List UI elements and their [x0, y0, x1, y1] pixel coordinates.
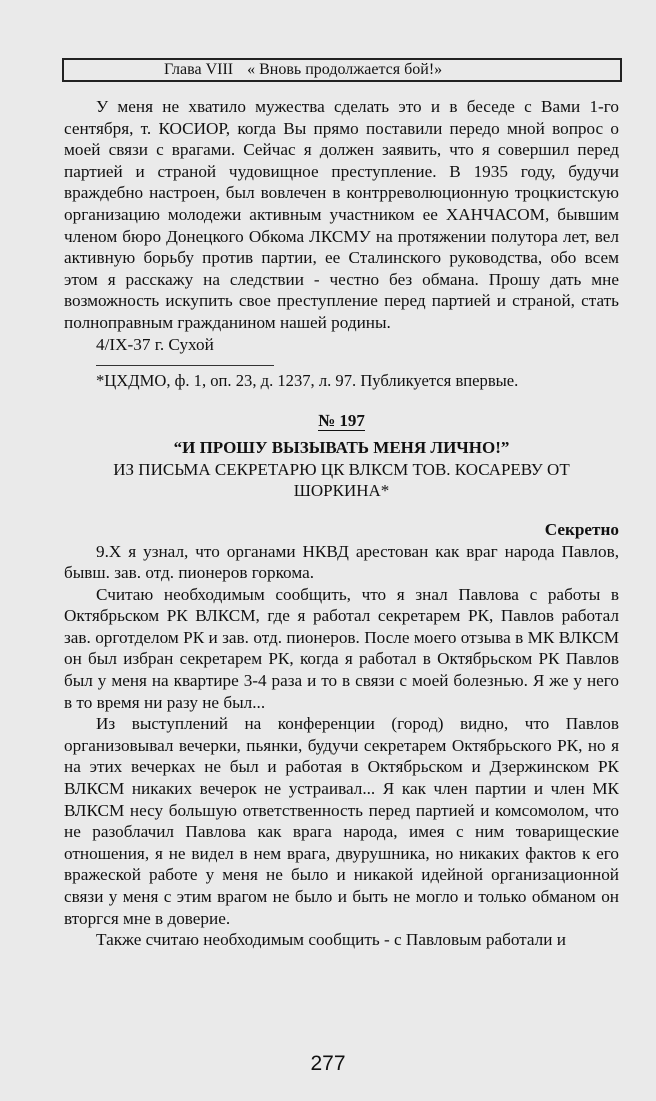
paragraph: Из выступлений на конференции (город) видно, что Павлов организовывал вечерки, пьянки, будучи секретарем Октябрьского РК, но я на этих вечерках не был и работая в Октябрьском и Дзержинском РК ВЛКСМ никаких вечерок не устраивал... Я как член партии и член МК ВЛКСМ несу большую ответственность перед партией и комсомолом, что не разоблачил Павлова как врага народа, имея с ним товарищеские отношения, я не видел в нем врага, двурушника, но никаких фактов к его вражеской работе у меня не было и никакой идейной организационной связи у меня с этим врагом не было и быть не могло и только обманом он вторгся мне в доверие. — [64, 714, 619, 928]
paragraph: 9.X я узнал, что органами НКВД арестован как враг народа Павлов, бывш. зав. отд. пионеров горкома. — [64, 541, 619, 583]
chapter-title: « Вновь продолжается бой!» — [247, 61, 443, 78]
paragraph: Считаю необходимым сообщить, что я знал Павлова с работы в Октябрьском РК ВЛКСМ, где я работал секретарем РК, Павлов работал зав. орготделом РК и зав. отд. пионеров. После моего отзыва в МК ВЛКСМ он был избран секретарем РК, когда я работал в Октябрьском РК Павлов был у меня на квартире 3-4 раза и то в связи с моей болезнью. Я же у него в то время ни разу не был... — [64, 584, 619, 712]
classification-mark: Секретно — [544, 519, 619, 539]
page-body — [64, 96, 619, 951]
document-title: “И ПРОШУ ВЫЗЫВАТЬ МЕНЯ ЛИЧНО!” — [173, 438, 510, 458]
page-number: 277 — [310, 1052, 346, 1075]
running-header — [62, 58, 622, 82]
signature-line: 4/IX-37 г. Сухой — [96, 334, 214, 354]
chapter-label: Глава VIII — [164, 61, 234, 78]
document-number: № 197 — [318, 410, 365, 430]
footnote: *ЦХДМО, ф. 1, оп. 23, д. 1237, л. 97. Публикуется впервые. — [96, 371, 519, 391]
paragraph: У меня не хватило мужества сделать это и в беседе с Вами 1-го сентября, т. КОСИОР, когда Вы прямо поставили передо мной вопрос о моей связи с врагами. Сейчас я должен заявить, что я совершил перед партией и страной чудовищное преступление. В 1935 году, будучи враждебно настроен, был вовлечен в контрреволюционную троцкистскую организацию молодежи активным участником ее ХАНЧАСОМ, бывшим членом бюро Донецкого Обкома ЛКСМУ на протяжении полутора лет, вел активную борьбу против партии, ее Сталинского руководства, обо всем этом я расскажу на следствии - честно без обмана. Прошу дать мне возможность искупить свое преступление перед партией и страной, стать полноправным гражданином нашей родины. — [64, 97, 619, 332]
footnote-divider — [96, 365, 274, 366]
document-subtitle: ИЗ ПИСЬМА СЕКРЕТАРЮ ЦК ВЛКСМ ТОВ. КОСАРЕВУ ОТ ШОРКИНА* — [113, 459, 570, 500]
paragraph: Также считаю необходимым сообщить - с Павловым работали и — [96, 930, 566, 950]
